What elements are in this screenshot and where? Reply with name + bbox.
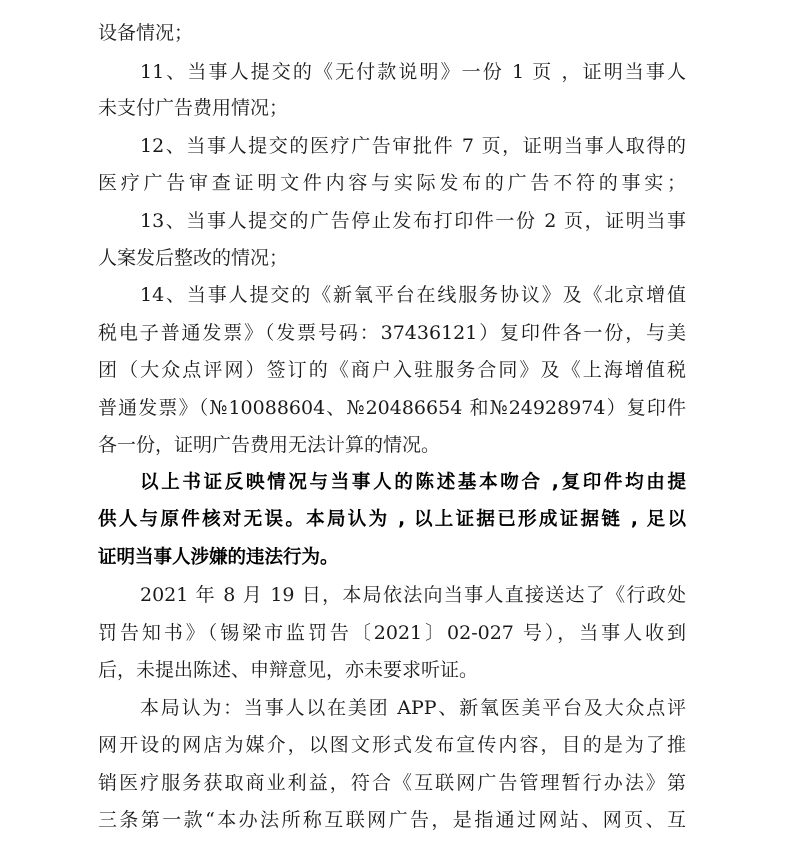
text-line-21: 销医疗服务获取商业利益，符合《互联网广告管理暂行办法》第 (98, 772, 686, 794)
text-line-2: 11、当事人提交的《无付款说明》一份 1 页 ，证明当事人 (140, 61, 686, 83)
text-line-16: 2021 年 8 月 19 日，本局依法向当事人直接送达了《行政处 (140, 584, 686, 606)
text-line-10: 团（大众点评网）签订的《商户入驻服务合同》及《上海增值税 (98, 359, 686, 381)
text-line-3: 未支付广告费用情况； (98, 97, 289, 119)
text-line-1: 设备情况； (98, 22, 194, 44)
text-line-4: 12、当事人提交的医疗广告审批件 7 页，证明当事人取得的 (140, 135, 686, 157)
text-line-15: 证明当事人涉嫌的违法行为。 (98, 547, 339, 568)
text-line-20: 网开设的网店为媒介，以图文形式发布宣传内容，目的是为了推 (98, 734, 686, 756)
text-line-11: 普通发票》（№10088604、№20486654 和№24928974）复印件 (98, 397, 686, 419)
text-line-13: 以上书证反映情况与当事人的陈述基本吻合 ,复印件均由提 (140, 472, 686, 493)
text-line-12: 各一份，证明广告费用无法计算的情况。 (98, 434, 441, 456)
text-line-7: 人案发后整改的情况； (98, 247, 289, 269)
text-line-19: 本局认为：当事人以在美团 APP、新氧医美平台及大众点评 (140, 697, 686, 719)
text-line-8: 14、当事人提交的《新氧平台在线服务协议》及《北京增值 (140, 284, 686, 306)
text-line-14: 供人与原件核对无误。本局认为 , 以上证据已形成证据链 , 足以 (98, 509, 686, 530)
text-line-18: 后，未提出陈述、申辩意见，亦未要求听证。 (98, 659, 479, 681)
text-line-6: 13、当事人提交的广告停止发布打印件一份 2 页，证明当事 (140, 210, 686, 232)
text-line-17: 罚告知书》（锡梁市监罚告〔2021〕02-027 号），当事人收到 (98, 622, 686, 644)
text-line-5: 医疗广告审查证明文件内容与实际发布的广告不符的事实； (98, 172, 686, 194)
text-line-9: 税电子普通发票》（发票号码：37436121）复印件各一份，与美 (98, 322, 686, 344)
text-line-22: 三条第一款“本办法所称互联网广告，是指通过网站、网页、互 (98, 809, 686, 831)
